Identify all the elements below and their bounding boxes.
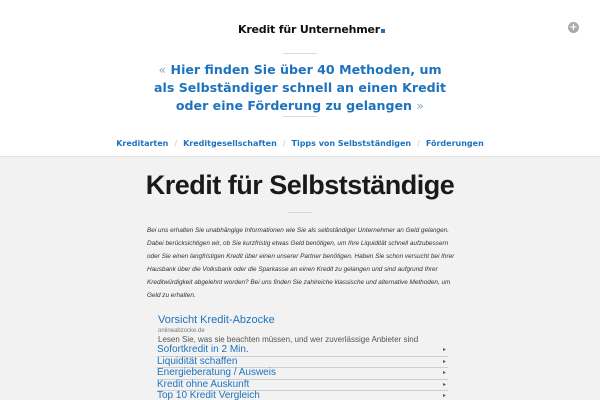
quote-close: » [416, 98, 425, 113]
arrow-right-icon: ▸ [442, 358, 446, 365]
nav-separator: / [174, 139, 178, 148]
ad-url[interactable]: onlineabzocke.de [158, 328, 205, 334]
arrow-right-icon: ▸ [442, 370, 446, 376]
divider [283, 53, 317, 54]
arrow-right-icon: ▸ [442, 381, 446, 388]
ad-title-link[interactable]: Vorsicht Kredit-Abzocke [158, 314, 275, 326]
nav-item-kreditarten[interactable]: Kreditarten [116, 139, 169, 148]
logo-mark-icon [381, 29, 385, 33]
ad-block [152, 314, 448, 400]
ad-link-label: Top 10 Kredit Vergleich [157, 390, 260, 400]
ad-link-label: Sofortkredit in 2 Min. [157, 344, 249, 355]
page-title: Kredit für Selbstständige [145, 170, 455, 200]
tagline-text: Hier finden Sie über 40 Methoden, um als Selbständiger schnell an einen Kredit oder eine Förderung zu gelangen [154, 62, 446, 113]
arrow-right-icon: ▸ [442, 347, 446, 353]
plus-circle-icon[interactable]: + [569, 22, 578, 33]
site-logo[interactable] [238, 23, 385, 36]
ad-description: Lesen Sie, was sie beachten müssen, und wer zuverlässige Anbieter sind [158, 335, 419, 344]
ad-links-list [157, 345, 448, 400]
site-header [0, 0, 600, 133]
arrow-right-icon: ▸ [442, 393, 446, 399]
nav-separator: / [417, 139, 420, 148]
nav-item-foerderungen[interactable]: Förderungen [425, 139, 484, 148]
divider [283, 116, 317, 117]
quote-open: « [158, 62, 167, 77]
site-logo-text: Kredit für Unternehmer [238, 23, 380, 36]
nav-item-kreditgesellschaften[interactable]: Kreditgesellschaften [183, 139, 277, 148]
nav-separator: / [282, 139, 286, 148]
ad-link-label: Energieberatung / Ausweis [157, 367, 276, 378]
nav-item-tipps[interactable]: Tipps von Selbstständigen [291, 139, 412, 148]
title-divider [288, 212, 312, 213]
ad-link[interactable] [157, 391, 448, 400]
ad-link-label: Liquidität schaffen [157, 355, 238, 367]
main-navigation [0, 132, 600, 157]
site-tagline [150, 61, 450, 115]
intro-paragraph: Bei uns erhalten Sie unabhängige Informationen wie Sie als selbständiger Unternehmer an Geld gelangen. Dabei berücksichtigen wir, ob Sie kurzfristig etwas Geld benötigen, um Ihre Liquidität schnell aufzubessern oder Sie einen langfristigen Kredit über einen unserer Partner benötigen. Haben Sie schon versucht bei Ihrer Hausbank über die Volksbank oder die Sparkasse an einen Kredit zu gelangen und sind aufgrund Ihrer Kreditwürdigkeit abgelehnt worden? Bei uns finden Sie zahlreiche klassische und alternative Methoden, um Geld zu erhalten. [147, 227, 455, 300]
ad-link-label: Kredit ohne Auskunft [157, 378, 250, 390]
